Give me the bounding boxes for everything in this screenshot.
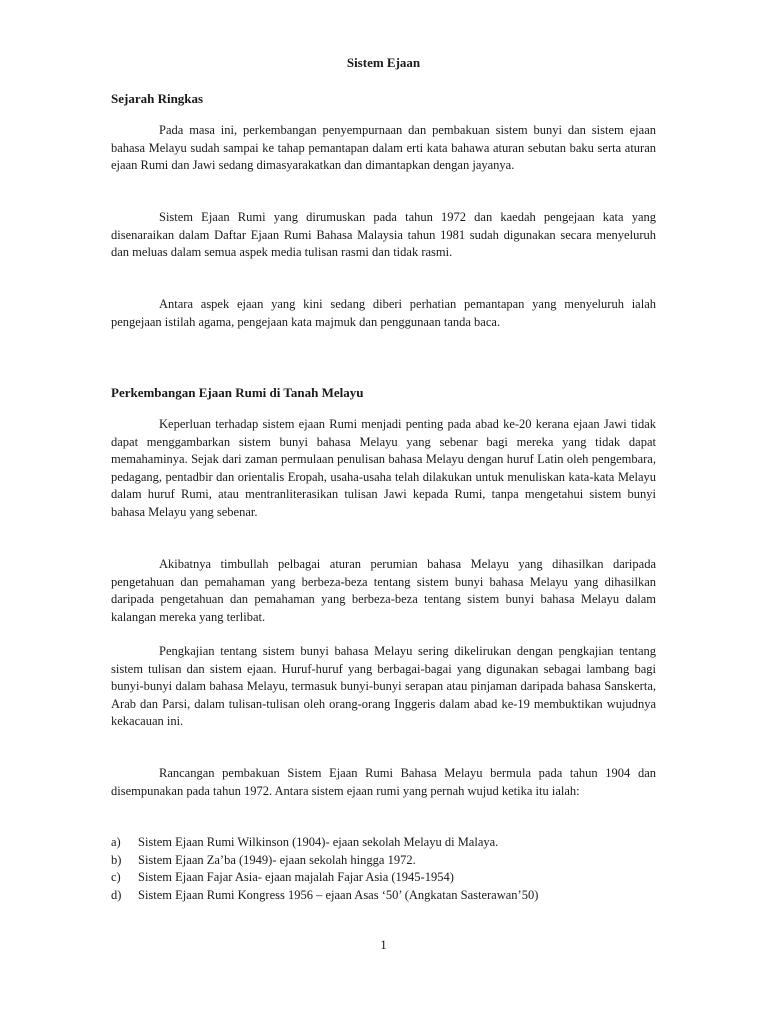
list-item-text: Sistem Ejaan Rumi Wilkinson (1904)- ejaan sekolah Melayu di Malaya. [138, 835, 499, 849]
paragraph: Akibatnya timbullah pelbagai aturan perumian bahasa Melayu yang dihasilkan daripada pengetahuan dan pemahaman yang berbeza-beza tentang sistem bunyi bahasa Melayu yang dihasilkan daripada pengetahuan dan pemahaman yang berbeza-beza tentang sistem bunyi bahasa Melayu dalam kalangan mereka yang terlibat. [111, 557, 656, 624]
paragraph: Keperluan terhadap sistem ejaan Rumi menjadi penting pada abad ke-20 kerana ejaan Jawi tidak dapat menggambarkan sistem bunyi bahasa Melayu yang sebenar bagi mereka yang tidak dapat memahaminya. Sejak dari zaman permulaan penulisan bahasa Melayu dengan huruf Latin oleh pengembara, pedagang, pentadbir dan orientalis Eropah, usaha-usaha telah dilakukan untuk menuliskan kata-kata Melayu dalam huruf Rumi, atau mentranliterasikan tulisan Jawi kepada Rumi, tanpa mengetahui sistem bunyi bahasa Melayu yang sebenar. [111, 417, 656, 519]
document-page [111, 0, 656, 1024]
list-marker: d) [111, 887, 122, 902]
paragraph: Rancangan pembakuan Sistem Ejaan Rumi Bahasa Melayu bermula pada tahun 1904 dan disempunakan pada tahun 1972. Antara sistem ejaan rumi yang pernah wujud ketika itu ialah: [111, 766, 656, 798]
paragraph: Pada masa ini, perkembangan penyempurnaan dan pembakuan sistem bunyi dan sistem ejaan bahasa Melayu sudah sampai ke tahap pemantapan dalam erti kata bahawa aturan sebutan baku serta aturan ejaan Rumi dan Jawi sedang dimasyarakatkan dan dimantapkan dengan jayanya. [111, 123, 656, 173]
list-item [111, 834, 656, 852]
list-marker: c) [111, 870, 121, 885]
list-item [111, 852, 656, 870]
list-marker: a) [111, 835, 121, 849]
list-item-text: Sistem Ejaan Rumi Kongress 1956 – ejaan Asas ‘50’ (Angkatan Sasterawan’50) [138, 887, 539, 902]
paragraph: Sistem Ejaan Rumi yang dirumuskan pada tahun 1972 dan kaedah pengejaan kata yang disenaraikan dalam Daftar Ejaan Rumi Bahasa Malaysia tahun 1981 sudah digunakan secara menyeluruh dan meluas dalam semua aspek media tulisan rasmi dan tidak rasmi. [111, 210, 656, 260]
list-item [111, 869, 656, 887]
list-marker: b) [111, 852, 122, 867]
list-item [111, 887, 656, 905]
paragraph: Antara aspek ejaan yang kini sedang diberi perhatian pemantapan yang menyeluruh ialah pengejaan istilah agama, pengejaan kata majmuk dan penggunaan tanda baca. [111, 297, 656, 329]
section-heading-sejarah: Sejarah Ringkas [111, 91, 204, 106]
list-item-text: Sistem Ejaan Za’ba (1949)- ejaan sekolah hingga 1972. [138, 852, 416, 867]
list-item-text: Sistem Ejaan Fajar Asia- ejaan majalah Fajar Asia (1945-1954) [138, 870, 454, 885]
paragraph: Pengkajian tentang sistem bunyi bahasa Melayu sering dikelirukan dengan pengkajian tentang sistem tulisan dan sistem ejaan. Huruf-huruf yang berbagai-bagai yang digunakan sebagai lambang bagi bunyi-bunyi dalam bahasa Melayu, termasuk bunyi-bunyi serapan atau pinjaman daripada bahasa Sanskerta, Arab dan Parsi, dalam tulisan-tulisan oleh orang-orang Inggeris dalam abad ke-19 membuktikan wujudnya kekacauan ini. [111, 644, 656, 729]
document-title: Sistem Ejaan [346, 55, 421, 70]
page-number: 1 [380, 937, 387, 952]
spelling-systems-list [111, 834, 656, 904]
section-heading-perkembangan: Perkembangan Ejaan Rumi di Tanah Melayu [111, 385, 364, 400]
